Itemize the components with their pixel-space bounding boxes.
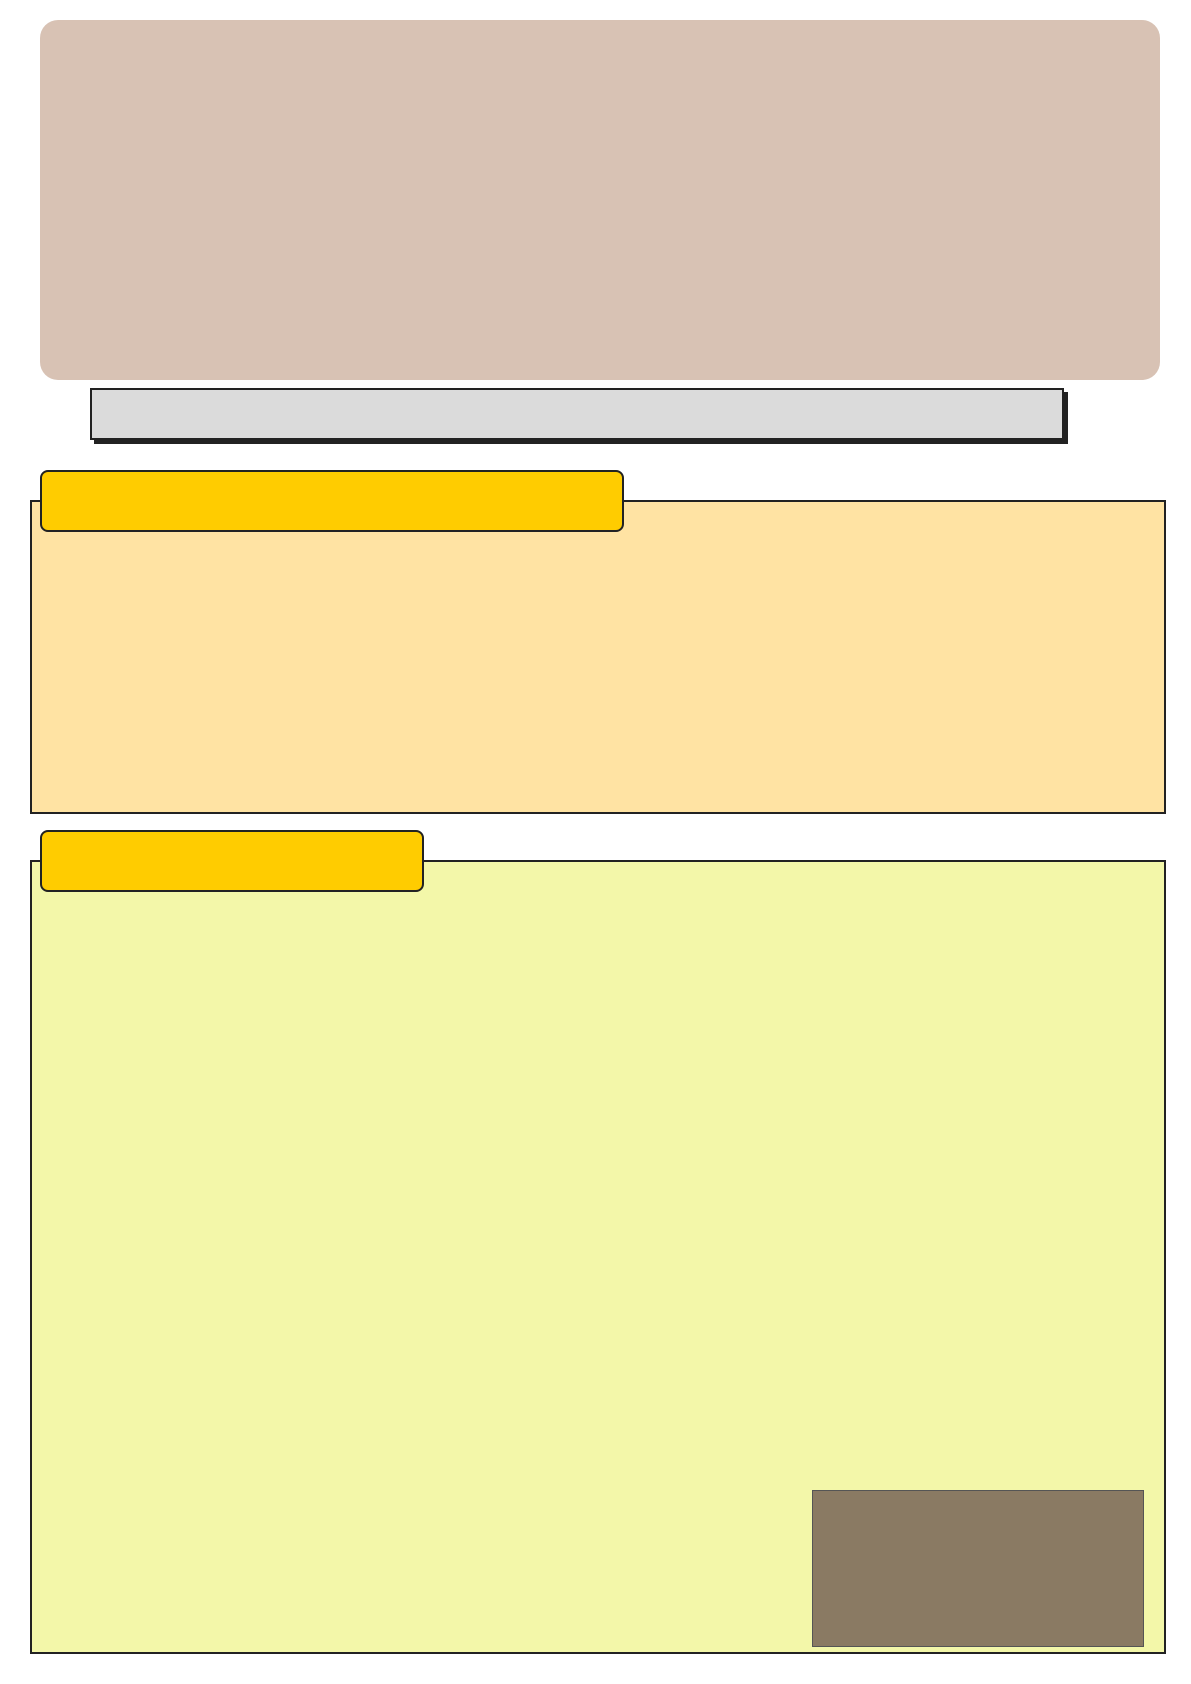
session-title-bar	[90, 388, 1064, 440]
budget-heading-scroll	[40, 470, 624, 532]
gate-photo	[812, 1490, 1144, 1647]
budget-section	[30, 500, 1166, 814]
question-heading-scroll	[40, 830, 424, 892]
header-banner	[40, 20, 1160, 380]
